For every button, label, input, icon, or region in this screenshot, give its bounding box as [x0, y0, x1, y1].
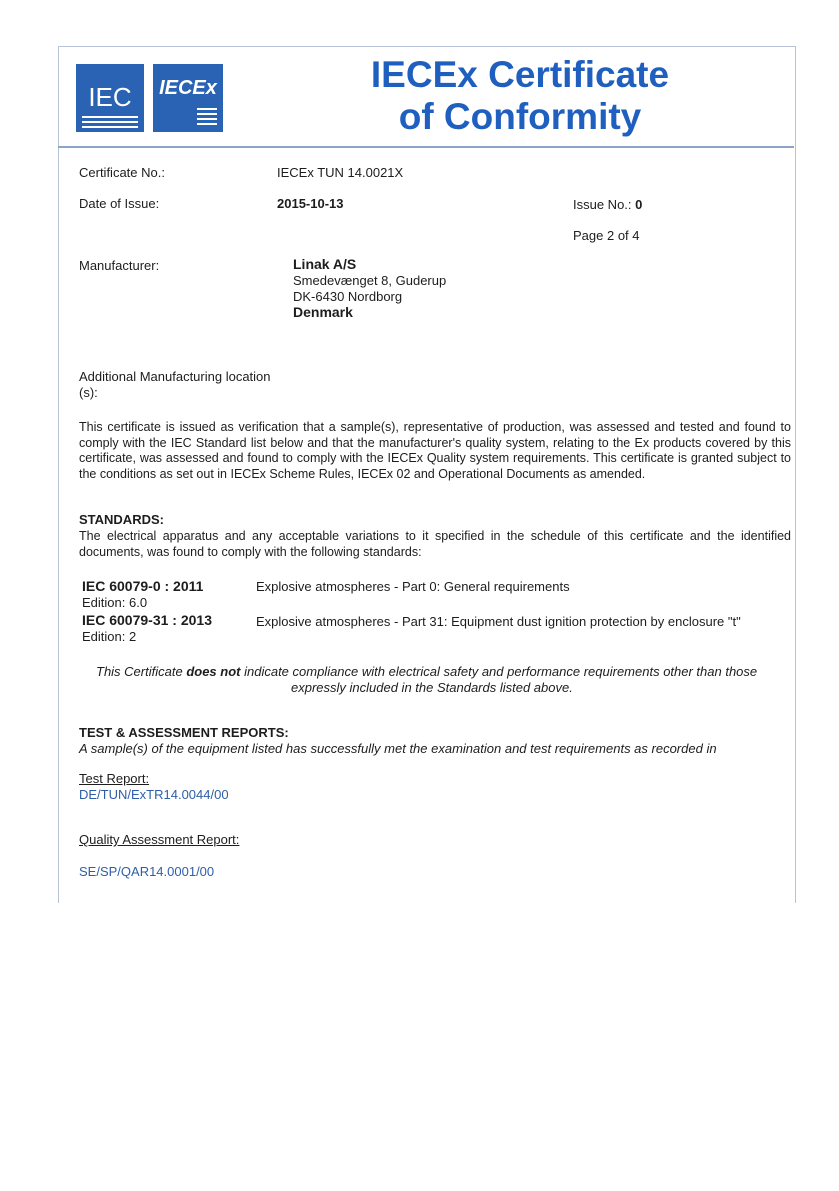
standards-heading: STANDARDS:	[79, 512, 164, 527]
title-line-2: of Conformity	[398, 96, 642, 137]
qa-report-value: SE/SP/QAR14.0001/00	[79, 864, 215, 879]
manufacturer-country: Denmark	[293, 304, 353, 320]
intro-paragraph: This certificate is issued as verification that a sample(s), representative of production, was assessed and tested and found to comply with the IEC Standard list below and that the manufacturer's quality system, relating to the Ex products covered by this certificate, was assessed and found to comply with the IECEx Quality system requirements. This certificate is granted subject to the conditions as set out in IECEx Scheme Rules, IECEx 02 and Operational Documents as amended.	[79, 420, 791, 481]
iec-logo	[76, 64, 144, 132]
test-report-label: Test Report:	[79, 771, 150, 786]
header-divider	[58, 146, 794, 148]
standard-2-edition: Edition: 2	[82, 629, 137, 644]
issue-no	[573, 197, 642, 213]
compliance-note-bold: does not	[186, 664, 241, 679]
manufacturer-city: DK-6430 Nordborg	[293, 289, 403, 304]
page-number: Page 2 of 4	[573, 228, 640, 243]
iec-logo-text: IEC	[88, 82, 132, 112]
compliance-note	[96, 664, 757, 680]
issue-no-label: Issue No.:	[573, 197, 632, 212]
additional-location-label-2: (s):	[79, 385, 98, 400]
reports-text: A sample(s) of the equipment listed has successfully met the examination and test requirements as recorded in	[79, 741, 717, 756]
title-line-1: IECEx Certificate	[370, 54, 670, 95]
standards-text: The electrical apparatus and any acceptable variations to it specified in the schedule of this certificate and the identified documents, was found to comply with the following standards:	[79, 529, 791, 559]
certificate-no-value: IECEx TUN 14.0021X	[277, 165, 404, 180]
date-of-issue-label: Date of Issue:	[79, 196, 160, 211]
test-report-value: DE/TUN/ExTR14.0044/00	[79, 787, 229, 802]
manufacturer-name: Linak A/S	[293, 256, 357, 272]
compliance-note-line-2: expressly included in the Standards listed above.	[291, 680, 573, 695]
compliance-note-pre: This Certificate	[96, 664, 187, 679]
qa-report-label: Quality Assessment Report:	[79, 832, 240, 847]
manufacturer-street: Smedevænget 8, Guderup	[293, 273, 447, 288]
certificate-no-label: Certificate No.:	[79, 165, 165, 180]
standard-2-code: IEC 60079-31 : 2013	[82, 612, 212, 628]
additional-location-label-1: Additional Manufacturing location	[79, 369, 271, 384]
compliance-note-post: indicate compliance with electrical safety and performance requirements other than those	[240, 664, 758, 679]
standard-1-code: IEC 60079-0 : 2011	[82, 578, 204, 594]
standard-1-description: Explosive atmospheres - Part 0: General requirements	[256, 579, 570, 594]
reports-heading: TEST & ASSESSMENT REPORTS:	[79, 725, 289, 740]
standard-2-description: Explosive atmospheres - Part 31: Equipment dust ignition protection by enclosure "t"	[256, 614, 741, 629]
date-of-issue-value: 2015-10-13	[277, 196, 344, 211]
page-title	[300, 54, 740, 138]
standard-1-edition: Edition: 6.0	[82, 595, 148, 610]
iecex-logo-text: IECEx	[159, 77, 217, 99]
issue-no-value: 0	[635, 197, 643, 212]
manufacturer-label: Manufacturer:	[79, 258, 160, 273]
iecex-logo	[153, 64, 223, 132]
